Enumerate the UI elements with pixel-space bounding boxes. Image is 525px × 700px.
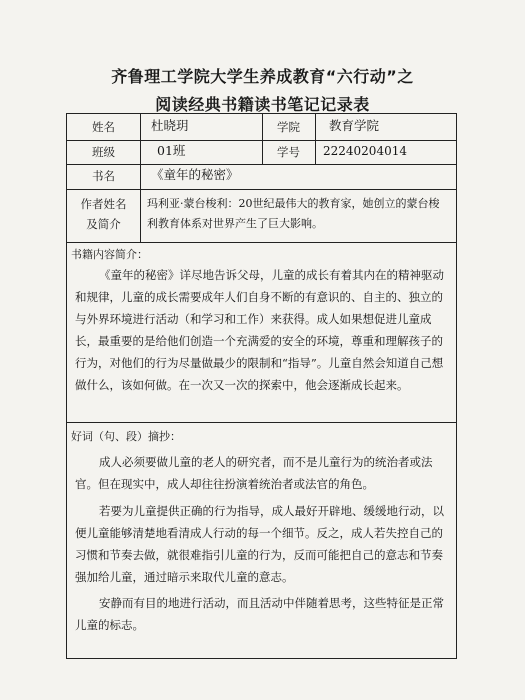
reading-notes-form: [66, 113, 457, 659]
row-divider: [67, 164, 456, 165]
row-divider: [67, 189, 456, 190]
column-divider: [140, 114, 141, 242]
book-title-label: 书名: [92, 169, 115, 183]
author-intro-value: 玛利亚·蒙台梭利：20世纪最伟大的教育家，她创立的蒙台梭利教育体系对世界产生了巨大影响。: [147, 197, 440, 230]
excerpts-label: 好词（句、段）摘抄：: [71, 430, 181, 443]
name-label: 姓名: [92, 120, 115, 134]
college-label: 学院: [277, 120, 300, 134]
summary-label: 书籍内容简介：: [71, 248, 148, 261]
column-divider: [315, 114, 316, 164]
excerpt-paragraph-2: 若要为儿童提供正确的行为指导，成人最好开辟地、缓缓地行动，以便儿童能够清楚地看清成人行动的每一个细节。反之，成人若失控自己的习惯和节奏去做，就很难指引儿童的行为，反而可能把自己的意志和节奏强加给儿童，通过暗示来取代儿童的意志。: [75, 504, 444, 584]
author-label: 作者姓名: [80, 197, 127, 211]
class-value: 01班: [157, 143, 186, 158]
college-value: 教育学院: [329, 118, 380, 133]
student-id-label: 学号: [277, 145, 300, 159]
author-intro-label: 及简介: [86, 217, 121, 231]
summary-text: 《童年的秘密》详尽地告诉父母，儿童的成长有着其内在的精神驱动和规律，儿童的成长需要成年人们自身不断的有意识的、自主的、独立的与外界环境进行活动（和学习和工作）来获得。成人如果想促进儿童成长，最重要的是给他们创造一个充满爱的安全的环境，尊重和理解孩子的行为，对他们的行为尽量做最少的限制和“指导”。儿童自然会知道自己想做什么，该如何做。在一次又一次的探索中，他会逐渐成长起来。: [75, 268, 444, 392]
student-id-value: 22240204014: [323, 144, 407, 158]
row-divider: [67, 242, 456, 243]
book-title-value: 《童年的秘密》: [151, 167, 239, 182]
name-value: 杜晓玥: [151, 118, 189, 133]
excerpt-paragraph-3: 安静而有目的地进行活动，而且活动中伴随着思考，这些特征是正常儿童的标志。: [75, 596, 444, 632]
form-title-line2: 阅读经典书籍读书笔记记录表: [155, 95, 370, 114]
row-divider: [67, 422, 456, 423]
class-label: 班级: [92, 145, 115, 159]
excerpt-paragraph-1: 成人必须要做儿童的老人的研究者，而不是儿童行为的统治者或法官。但在现实中，成人却往往扮演着统治者或法官的角色。: [75, 455, 433, 491]
form-title-line1: 齐鲁理工学院大学生养成教育“六行动”之: [111, 67, 414, 86]
